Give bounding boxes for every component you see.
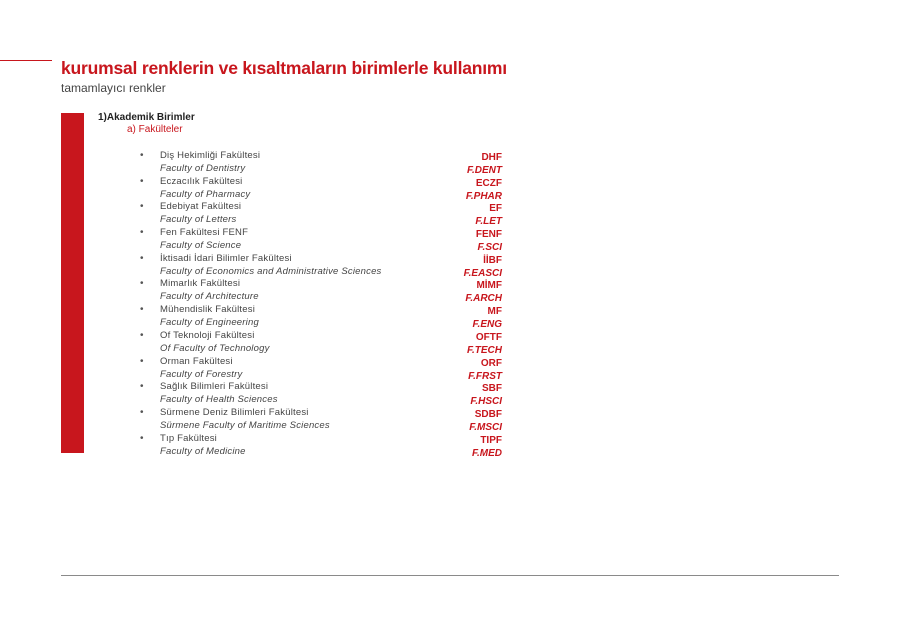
abbreviation-en: F.LET bbox=[475, 216, 502, 228]
faculty-name-tr: Diş Hekimliği Fakültesi bbox=[160, 150, 261, 161]
bullet-icon: • bbox=[140, 355, 144, 367]
bullet-icon: • bbox=[140, 175, 144, 187]
faculty-name-en: Of Faculty of Technology bbox=[160, 342, 270, 354]
bullet-icon: • bbox=[140, 406, 144, 418]
bullet-icon: • bbox=[140, 227, 144, 239]
list-item bbox=[0, 356, 900, 382]
faculty-name-en: Faculty of Architecture bbox=[160, 291, 259, 303]
list-item bbox=[0, 227, 900, 253]
abbreviation-en: F.TECH bbox=[467, 344, 502, 356]
abbreviation-tr: EF bbox=[489, 203, 502, 215]
abbreviation-en: F.MED bbox=[472, 447, 502, 459]
list-item bbox=[0, 381, 900, 407]
faculty-name-en: Faculty of Health Sciences bbox=[160, 394, 278, 406]
list-item bbox=[0, 407, 900, 433]
abbreviation-en: F.DENT bbox=[467, 165, 502, 176]
list-item bbox=[0, 201, 900, 227]
faculty-name-tr: Mimarlık Fakültesi bbox=[160, 278, 241, 290]
abbreviation-en: F.HSCI bbox=[470, 396, 502, 408]
list-item bbox=[0, 278, 900, 304]
abbreviation-tr: ECZF bbox=[475, 177, 502, 189]
abbreviation-tr: TIPF bbox=[480, 434, 502, 446]
faculty-name-en: Faculty of Medicine bbox=[160, 445, 246, 457]
faculty-name-tr: Sağlık Bilimleri Fakültesi bbox=[160, 381, 269, 393]
faculty-name-tr: Sürmene Deniz Bilimleri Fakültesi bbox=[160, 406, 309, 418]
abbreviation-tr: DHF bbox=[481, 152, 502, 163]
list-item bbox=[0, 433, 900, 459]
bullet-icon: • bbox=[140, 150, 144, 161]
abbreviation-tr: SBF bbox=[482, 383, 502, 395]
faculty-name-tr: Of Teknoloji Fakültesi bbox=[160, 329, 255, 341]
abbreviation-en: F.SCI bbox=[477, 242, 502, 254]
abbreviation-en: F.PHAR bbox=[465, 190, 502, 202]
faculty-list bbox=[0, 150, 900, 458]
page-title: kurumsal renklerin ve kısaltmaların birimlerle kullanımı bbox=[61, 58, 507, 78]
bullet-icon: • bbox=[140, 252, 144, 264]
top-accent-rule bbox=[0, 60, 52, 61]
faculty-name-en: Faculty of Engineering bbox=[160, 317, 259, 329]
faculty-name-tr: Fen Fakültesi FENF bbox=[160, 227, 249, 239]
faculty-name-tr: Eczacılık Fakültesi bbox=[160, 175, 243, 187]
bullet-icon: • bbox=[140, 304, 144, 316]
faculty-name-en: Faculty of Economics and Administrative Sciences bbox=[160, 265, 382, 277]
abbreviation-tr: İİBF bbox=[483, 254, 502, 266]
list-item bbox=[0, 253, 900, 279]
section-heading: 1)Akademik Birimler bbox=[98, 112, 195, 123]
list-item bbox=[0, 176, 900, 202]
list-item bbox=[0, 304, 900, 330]
abbreviation-tr: SDBF bbox=[474, 408, 502, 420]
list-item bbox=[0, 150, 900, 176]
abbreviation-tr: MİMF bbox=[476, 280, 502, 292]
bullet-icon: • bbox=[140, 201, 144, 213]
faculty-name-en: Faculty of Science bbox=[160, 240, 242, 252]
abbreviation-tr: OFTF bbox=[475, 331, 502, 343]
bullet-icon: • bbox=[140, 329, 144, 341]
abbreviation-tr: FENF bbox=[475, 229, 502, 241]
faculty-name-en: Sürmene Faculty of Maritime Sciences bbox=[160, 419, 330, 431]
bullet-icon: • bbox=[140, 381, 144, 393]
page-subtitle: tamamlayıcı renkler bbox=[61, 81, 166, 95]
section-subheading: a) Fakülteler bbox=[127, 124, 183, 135]
faculty-name-tr: Mühendislik Fakültesi bbox=[160, 304, 256, 316]
faculty-name-en: Faculty of Forestry bbox=[160, 368, 243, 380]
faculty-name-tr: Edebiyat Fakültesi bbox=[160, 201, 242, 213]
faculty-name-tr: Tıp Fakültesi bbox=[160, 432, 217, 444]
bullet-icon: • bbox=[140, 278, 144, 290]
faculty-name-en: Faculty of Dentistry bbox=[160, 163, 246, 174]
abbreviation-en: F.FRST bbox=[468, 370, 502, 382]
abbreviation-en: F.ENG bbox=[472, 319, 502, 331]
abbreviation-tr: ORF bbox=[480, 357, 502, 369]
faculty-name-en: Faculty of Pharmacy bbox=[160, 188, 251, 200]
bullet-icon: • bbox=[140, 432, 144, 444]
abbreviation-en: F.ARCH bbox=[465, 293, 502, 305]
abbreviation-en: F.EASCI bbox=[463, 267, 502, 279]
faculty-name-en: Faculty of Letters bbox=[160, 214, 237, 226]
abbreviation-en: F.MSCI bbox=[469, 421, 502, 433]
list-item bbox=[0, 330, 900, 356]
footer-rule bbox=[61, 575, 839, 576]
faculty-name-tr: Orman Fakültesi bbox=[160, 355, 233, 367]
faculty-name-tr: İktisadi İdari Bilimler Fakültesi bbox=[160, 252, 292, 264]
abbreviation-tr: MF bbox=[487, 306, 502, 318]
